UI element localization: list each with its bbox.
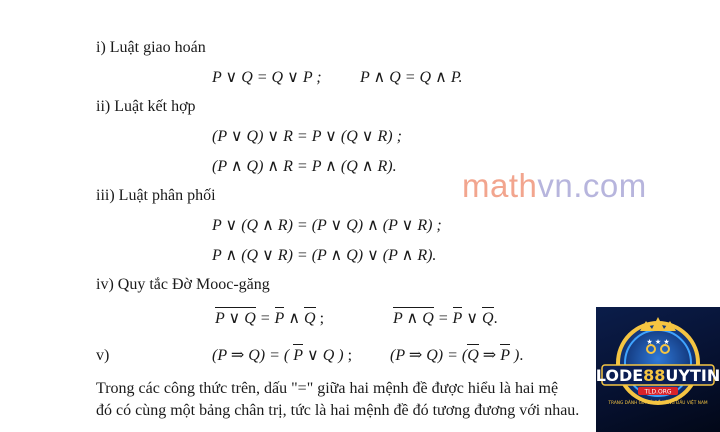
lode88uytin-logo[interactable] [596, 307, 720, 432]
formula-de-morgan-or: P ∨ Q = P ∧ Q ; [215, 310, 325, 327]
formula-distributive-and: P ∧ (Q ∨ R) = (P ∧ Q) ∨ (P ∧ R). [212, 247, 437, 264]
svg-text:TLD.ORG: TLD.ORG [644, 388, 672, 396]
paragraph-line-1: Trong các công thức trên, dấu "=" giữa hai mệnh đề được hiểu là hai mệ [96, 380, 559, 397]
svg-text:★ ★ ★: ★ ★ ★ [646, 338, 670, 346]
formula-implication-1: (P ⇒ Q) = ( P ∨ Q ) ; [212, 347, 353, 364]
formula-commutative-and: P ∧ Q = Q ∧ P. [360, 69, 463, 86]
watermark-mathvn: mathvn.com [462, 167, 647, 204]
section-heading-commutative: i) Luật giao hoán [96, 39, 206, 56]
section-heading-implication: v) [96, 347, 110, 364]
paragraph-line-2: đó có cùng một bảng chân trị, tức là hai mệnh đề đó tương đương với nhau. [96, 402, 580, 419]
formula-commutative-or: P ∨ Q = Q ∨ P ; [212, 69, 322, 86]
formula-de-morgan-and: P ∧ Q = P ∨ Q. [393, 310, 498, 327]
formula-associative-or: (P ∨ Q) ∨ R = P ∨ (Q ∨ R) ; [212, 128, 402, 145]
section-heading-distributive: iii) Luật phân phối [96, 187, 216, 204]
svg-text:TRANG DÀNH GIÁ LÔ ĐỀ HÀNG ĐẦU: TRANG DÀNH GIÁ LÔ ĐỀ HÀNG ĐẦU VIỆT NAM [608, 401, 708, 406]
formula-associative-and: (P ∧ Q) ∧ R = P ∧ (Q ∧ R). [212, 158, 397, 175]
logo-emblem-icon [596, 307, 720, 432]
logo-brand-text: LODE88UYTIN [596, 366, 720, 385]
section-heading-de-morgan: iv) Quy tắc Đờ Mooc-găng [96, 276, 270, 293]
formula-implication-2: (P ⇒ Q) = (Q ⇒ P ). [390, 347, 524, 364]
formula-distributive-or: P ∨ (Q ∧ R) = (P ∨ Q) ∧ (P ∨ R) ; [212, 217, 442, 234]
section-heading-associative: ii) Luật kết hợp [96, 98, 196, 115]
